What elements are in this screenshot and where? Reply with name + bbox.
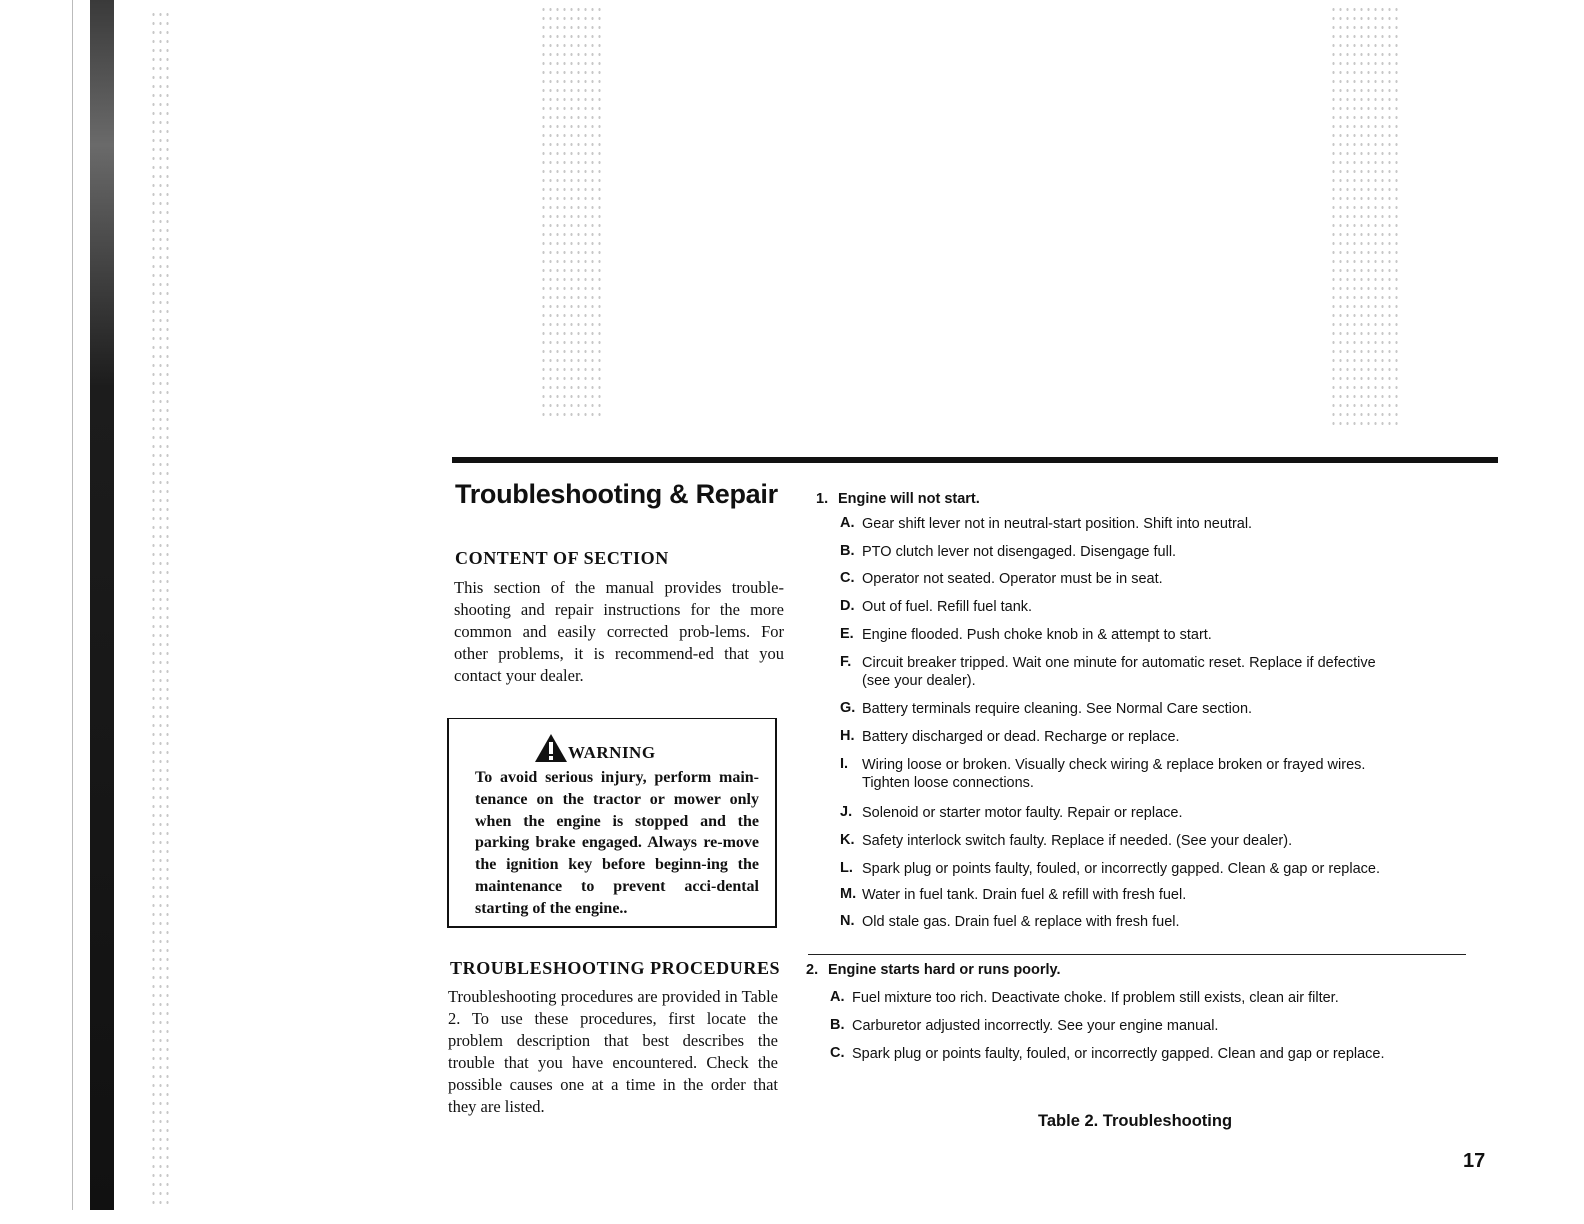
troubleshooting-procedures-heading: TROUBLESHOOTING PROCEDURES [450,958,781,978]
item-letter: F. [840,654,852,670]
warning-text: To avoid serious injury, perform main-tenance on the tractor or mower only when the engine is stopped and the parking brake engaged. Always re-move the ignition key before beginn-ing the maintenance to prevent acci-dental starting of the engine.. [475,769,759,917]
item-letter: C. [830,1045,845,1061]
list-item [830,989,1339,1007]
item-text: Spark plug or points faulty, fouled, or incorrectly gapped. Clean & gap or replace. [862,861,1380,877]
problem-title-text: Engine starts hard or runs poorly. [828,962,1061,978]
list-item [840,860,1380,878]
item-text: Wiring loose or broken. Visually check wiring & replace broken or frayed wires. [862,757,1366,773]
item-text: Old stale gas. Drain fuel & replace with fresh fuel. [862,914,1180,930]
item-letter: M. [840,886,857,902]
list-item [840,832,1292,850]
section-title: Troubleshooting & Repair [455,479,778,509]
list-item [840,913,1180,931]
item-text: Out of fuel. Refill fuel tank. [862,599,1033,615]
list-item [840,543,1176,561]
item-letter: K. [840,832,855,848]
problem-number: 1. [816,491,829,507]
item-text: Battery terminals require cleaning. See Normal Care section. [862,701,1253,717]
item-letter: A. [830,989,845,1005]
item-letter: G. [840,700,856,716]
item-text: Safety interlock switch faulty. Replace if needed. (See your dealer). [862,833,1293,849]
scan-noise-center [540,5,605,420]
warning-label: WARNING [568,743,656,762]
item-letter: J. [840,804,853,820]
troubleshooting-procedures-text: Troubleshooting procedures are provided in Table 2. To use these procedures, first locate the problem description that best describes the trouble that you have encountered. Check the possible causes one at a time in the order that they are listed. [448,987,778,1116]
warning-triangle-icon [534,733,568,763]
binding-edge-line [72,0,73,1210]
list-item [840,515,1252,533]
item-text: Battery discharged or dead. Recharge or replace. [862,729,1180,745]
list-item [840,654,1376,690]
list-item [830,1045,1385,1063]
page-number: 17 [1463,1150,1486,1172]
list-item [840,626,1212,644]
list-item [840,886,1186,904]
item-letter: A. [840,515,855,531]
item-letter: L. [840,860,853,876]
problem-number: 2. [806,962,819,978]
scan-noise-left [150,10,172,1205]
item-text-continued: (see your dealer). [862,673,976,689]
list-item [840,570,1163,588]
content-of-section-text: This section of the manual provides trouble-shooting and repair instructions for the more common and easily corrected prob-lems. For other problems, it is recommend-ed that you contact your dealer. [454,578,784,685]
item-letter: H. [840,728,855,744]
item-text: PTO clutch lever not disengaged. Disengage full. [862,544,1177,560]
binding-shadow [90,0,114,1210]
problem-title-text: Engine will not start. [838,491,980,507]
scan-noise-right [1330,5,1400,430]
warning-header [534,733,656,763]
item-text: Spark plug or points faulty, fouled, or incorrectly gapped. Clean and gap or replace. [852,1046,1385,1062]
item-text: Water in fuel tank. Drain fuel & refill with fresh fuel. [862,887,1187,903]
list-item [830,1017,1218,1035]
content-of-section-heading: CONTENT OF SECTION [455,548,669,568]
item-letter: B. [830,1017,845,1033]
item-letter: E. [840,626,854,642]
problem-divider [808,954,1466,955]
list-item [840,700,1252,718]
item-text-continued: Tighten loose connections. [862,775,1034,791]
item-text: Carburetor adjusted incorrectly. See your engine manual. [852,1018,1219,1034]
item-text: Gear shift lever not in neutral-start position. Shift into neutral. [862,516,1253,532]
item-letter: I. [840,756,849,772]
list-item [840,756,1365,792]
item-text: Engine flooded. Push choke knob in & attempt to start. [862,627,1212,643]
problem-1-title [816,491,980,507]
item-text: Circuit breaker tripped. Wait one minute for automatic reset. Replace if defective [862,655,1376,671]
item-letter: D. [840,598,855,614]
section-top-rule [452,457,1498,463]
warning-box [447,718,777,928]
item-text: Operator not seated. Operator must be in seat. [862,571,1163,587]
problem-2-title [806,962,1061,978]
item-letter: C. [840,570,855,586]
item-letter: N. [840,913,855,929]
list-item [840,598,1032,616]
table-caption: Table 2. Troubleshooting [1038,1112,1233,1130]
item-text: Fuel mixture too rich. Deactivate choke. If problem still exists, clean air filter. [852,990,1339,1006]
item-text: Solenoid or starter motor faulty. Repair or replace. [862,805,1183,821]
list-item [840,728,1180,746]
list-item [840,804,1183,822]
item-letter: B. [840,543,855,559]
